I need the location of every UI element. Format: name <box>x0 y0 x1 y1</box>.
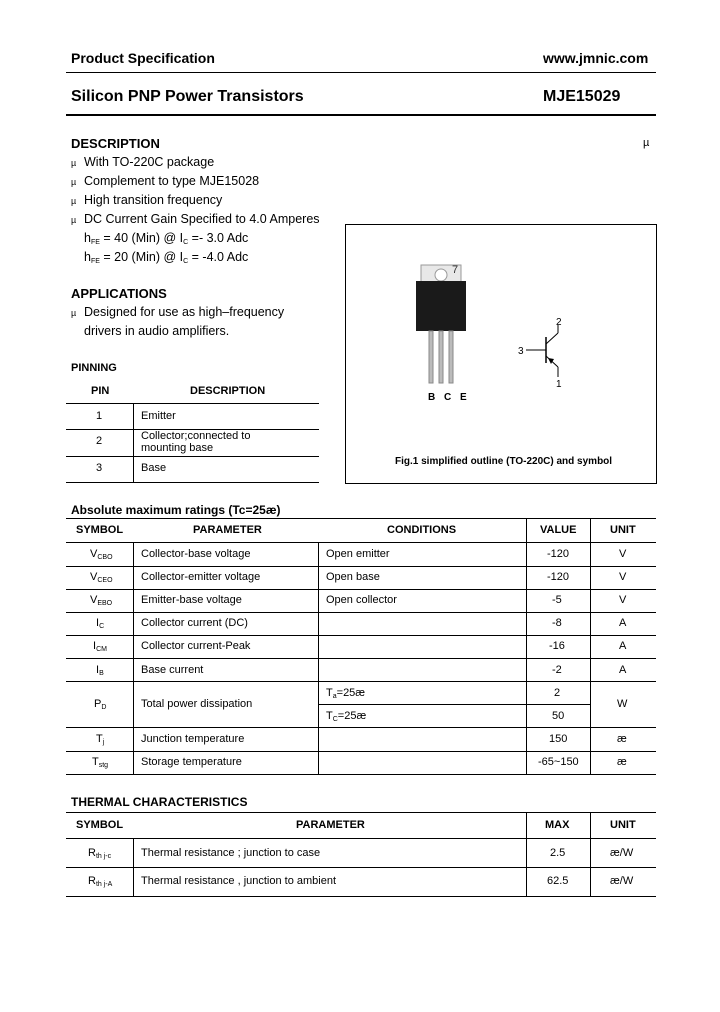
th-param-rthjc: Thermal resistance ; junction to case <box>141 847 321 859</box>
col-parameter: PARAMETER <box>193 524 262 536</box>
param-icm: Collector current-Peak <box>141 640 251 652</box>
unit-vebo: V <box>619 594 627 606</box>
desc-bullet-1: µ With TO-220C package <box>71 155 215 169</box>
symbol-pin3: 3 <box>518 346 524 357</box>
app-line-1: µ Designed for use as high–frequency <box>71 305 285 319</box>
value-tstg: -65~150 <box>538 756 579 768</box>
col-unit: UNIT <box>610 524 636 536</box>
value-ic: -8 <box>552 617 562 629</box>
cond-vcbo: Open emitter <box>326 548 390 560</box>
th-col-parameter: PARAMETER <box>296 819 365 831</box>
col-symbol: SYMBOL <box>76 524 124 536</box>
part-number: MJE15029 <box>543 88 621 105</box>
lead-labels: B C E <box>428 392 467 403</box>
lead-collector <box>439 331 443 383</box>
th-unit-rthjc: æ/W <box>610 847 634 859</box>
sym-vceo: $V_{CEO}$ <box>90 571 113 584</box>
hfe-line-2: $h_{FE} = 20$ (Min) @ $I_C = -4.0$ Adc <box>84 250 249 265</box>
symbol-pin1: 1 <box>556 379 562 390</box>
sym-vcbo: $V_{CBO}$ <box>90 548 113 561</box>
lead-base <box>429 331 433 383</box>
th-max-rthjc: 2.5 <box>550 847 566 859</box>
description-heading: DESCRIPTION <box>71 136 160 151</box>
header-rule <box>66 72 656 73</box>
cond-vceo: Open base <box>326 571 380 583</box>
value-ib: -2 <box>552 664 562 676</box>
value-vebo: -5 <box>552 594 562 606</box>
title-rule <box>66 114 656 116</box>
app-line-2: drivers in audio amplifiers. <box>84 324 230 338</box>
col-value: VALUE <box>540 524 577 536</box>
col-conditions: CONDITIONS <box>387 524 457 536</box>
pin-2: 2 <box>96 435 103 447</box>
pin-1: 1 <box>96 410 103 422</box>
desc-bullet-2: µ Complement to type MJE15028 <box>71 174 260 188</box>
pin7-label: 7 <box>452 264 459 276</box>
th-col-max: MAX <box>545 819 570 831</box>
value-vcbo: -120 <box>547 548 570 560</box>
value-vceo: -120 <box>547 571 570 583</box>
unit-pd: W <box>617 698 628 710</box>
figure-caption: Fig.1 simplified outline (TO-220C) and symbol <box>395 456 613 467</box>
th-col-symbol: SYMBOL <box>76 819 124 831</box>
param-tstg: Storage temperature <box>141 756 242 768</box>
pin-3-desc: Base <box>141 462 167 474</box>
sym-tstg: $T_{stg}$ <box>92 756 109 769</box>
param-vcbo: Collector-base voltage <box>141 548 251 560</box>
value-pd-ta: 2 <box>554 687 561 699</box>
pin-col-header: PIN <box>91 385 110 397</box>
header-right: www.jmnic.com <box>543 50 649 66</box>
sym-tj: $T_j$ <box>96 733 105 746</box>
pin-desc-col-header: DESCRIPTION <box>190 385 266 397</box>
param-vceo: Collector-emitter voltage <box>141 571 261 583</box>
unit-icm: A <box>619 640 627 652</box>
cond-vebo: Open collector <box>326 594 397 606</box>
sym-ib: $I_B$ <box>96 664 104 677</box>
param-tj: Junction temperature <box>141 733 245 745</box>
unit-ib: A <box>619 664 627 676</box>
value-icm: -16 <box>549 640 565 652</box>
th-sym-rthja: $R_{th j-A}$ <box>88 875 113 888</box>
th-max-rthja: 62.5 <box>547 875 569 887</box>
stray-glyph: µ <box>643 137 650 149</box>
desc-bullet-4: µ DC Current Gain Specified to 4.0 Amperes <box>71 212 320 226</box>
applications-heading: APPLICATIONS <box>71 286 167 301</box>
to220-package-drawing <box>346 225 656 483</box>
unit-ic: A <box>619 617 627 629</box>
pinning-heading: PINNING <box>71 362 117 374</box>
sym-vebo: $V_{EBO}$ <box>90 594 113 607</box>
doc-title: Silicon PNP Power Transistors <box>71 88 304 105</box>
th-col-unit: UNIT <box>610 819 636 831</box>
th-sym-rthjc: $R_{th j-c}$ <box>88 847 112 860</box>
param-ic: Collector current (DC) <box>141 617 248 629</box>
pin-1-desc: Emitter <box>141 410 176 422</box>
abs-max-heading: Absolute maximum ratings (Tc=25æ) <box>71 503 281 517</box>
sym-icm: $I_{CM}$ <box>93 640 107 653</box>
sym-pd: $P_D$ <box>94 698 107 711</box>
header-left: Product Specification <box>71 50 215 66</box>
unit-vceo: V <box>619 571 627 583</box>
param-vebo: Emitter-base voltage <box>141 594 242 606</box>
thermal-heading: THERMAL CHARACTERISTICS <box>71 795 248 809</box>
package-body <box>416 281 466 331</box>
param-pd: Total power dissipation <box>141 698 253 710</box>
value-pd-tc: 50 <box>552 710 565 722</box>
sym-ic: $I_C$ <box>96 617 105 630</box>
unit-vcbo: V <box>619 548 627 560</box>
pin-3: 3 <box>96 462 103 474</box>
unit-tstg: æ <box>617 756 627 768</box>
desc-bullet-3: µ High transition frequency <box>71 193 223 207</box>
symbol-pin2: 2 <box>556 317 562 328</box>
pin-2-desc: Collector;connected to mounting base <box>141 430 251 454</box>
param-ib: Base current <box>141 664 204 676</box>
figure-box <box>345 224 657 484</box>
cond-pd-tc: $T_C=25æ$ <box>326 710 367 723</box>
th-unit-rthja: æ/W <box>610 875 634 887</box>
unit-tj: æ <box>617 733 627 745</box>
cond-pd-ta: $T_a=25æ$ <box>326 687 366 700</box>
hfe-line-1: $h_{FE} = 40$ (Min) @ $I_C =- 3.0$ Adc <box>84 231 249 246</box>
th-param-rthja: Thermal resistance , junction to ambient <box>141 875 337 887</box>
lead-emitter <box>449 331 453 383</box>
value-tj: 150 <box>549 733 568 745</box>
